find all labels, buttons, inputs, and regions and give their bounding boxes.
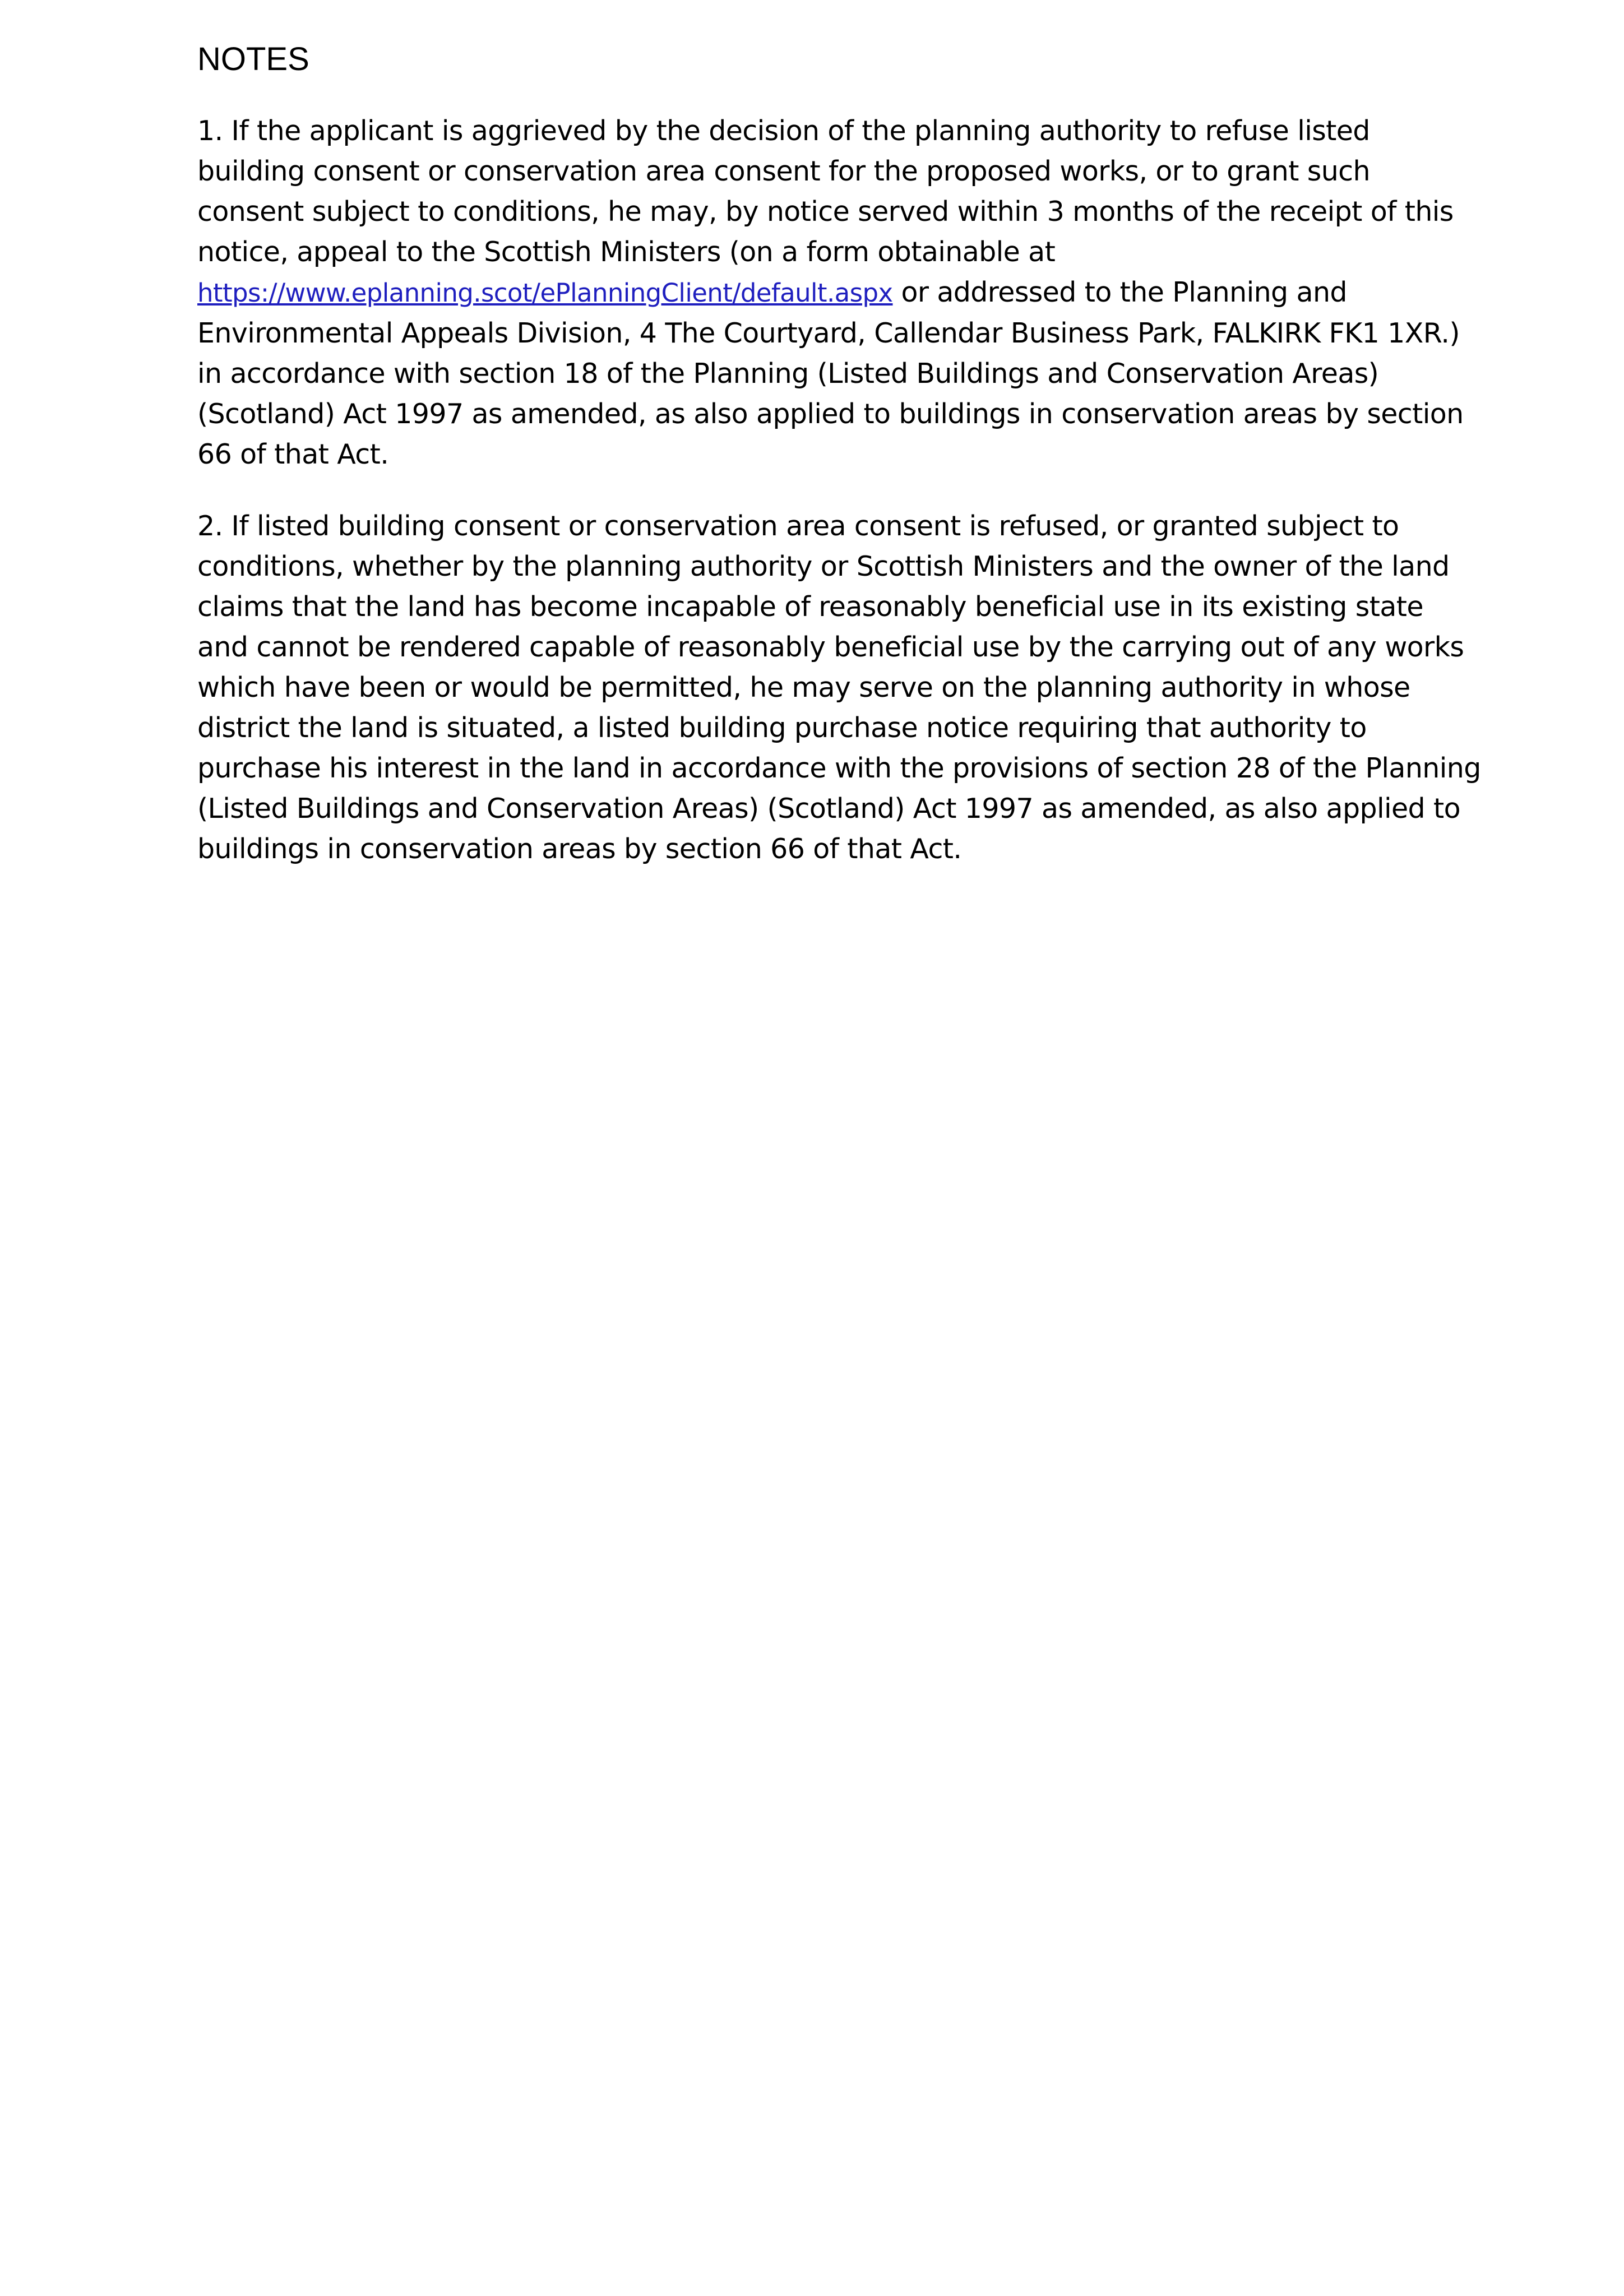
note-1-text-before-link: 1. If the applicant is aggrieved by the decision of the planning authority to refuse listed building consent or conservation area consent for the proposed works, or to grant such consent subject to conditions, he may, by notice served within 3 months of the receipt of this notice, appeal to the Scottish Ministers (on a form obtainable at xyxy=(197,115,1454,268)
note-1-text-after-link: or addressed to the Planning and Environmental Appeals Division, 4 The Courtyard, Callendar Business Park, FALKIRK FK1 1XR.) in accordance with section 18 of the Planning (Listed Buildings and Conservation Areas) (Scotland) Act 1997 as amended, as also applied to buildings in conservation areas by section 66 of that Act. xyxy=(197,276,1464,470)
page-title: NOTES xyxy=(197,41,309,77)
note-1 xyxy=(197,111,1481,475)
note-2: 2. If listed building consent or conservation area consent is refused, or granted subject to conditions, whether by the planning authority or Scottish Ministers and the owner of the land claims that the land has become incapable of reasonably beneficial use in its existing state and cannot be rendered capable of reasonably beneficial use by the carrying out of any works which have been or would be permitted, he may serve on the planning authority in whose district the land is situated, a listed building purchase notice requiring that authority to purchase his interest in the land in accordance with the provisions of section 28 of the Planning (Listed Buildings and Conservation Areas) (Scotland) Act 1997 as amended, as also applied to buildings in conservation areas by section 66 of that Act. xyxy=(197,510,1481,865)
eplanning-link[interactable]: https://www.eplanning.scot/ePlanningClient/default.aspx xyxy=(197,278,893,308)
